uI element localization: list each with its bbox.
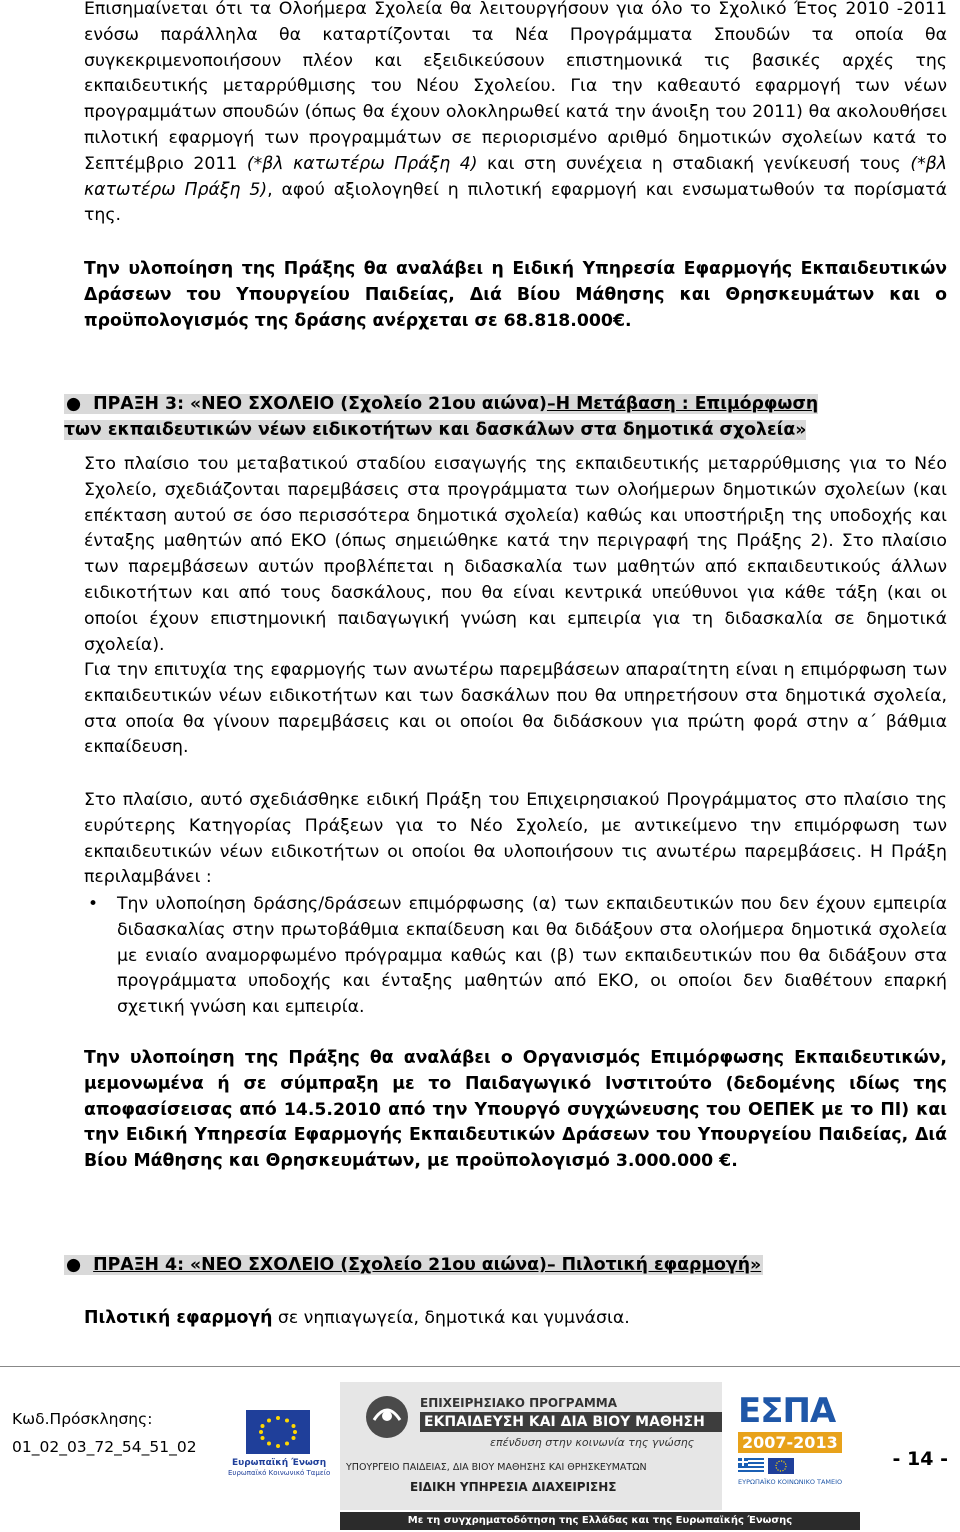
heading-text: –Η Μετάβαση : Επιμόρφωση	[546, 394, 819, 414]
heading-text: ΠΡΑΞΗ 4: «ΝΕΟ ΣΧΟΛΕΙΟ (Σχολείο 21ου αιώνα)– Πιλοτική εφαρμογή»	[93, 1255, 762, 1275]
paragraph-text: Επισημαίνεται ότι τα Ολοήμερα Σχολεία θα λειτουργήσουν για όλο το Σχολικό Έτος 2010 -2011 ενόσω παράλληλα θα καταρτίζονται τα Νέα Προγράμματα Σπουδών τα οποία θα συγκεκριμενοποιήσουν πλέον και εξειδικεύσουν επιστημονικά τις βασικές αρχές της εκπαιδευτικής μεταρρύθμισης του Νέου Σχολείου. Για την καθεαυτό εφαρμογή των νέων προγραμμάτων σπουδών (όπως θα έχουν ολοκληρωθεί κατά την άνοιξη του 2011) θα ακολουθήσει πιλοτική εφαρμογή των προγραμμάτων σε περιορισμένο αριθμό δημοτικών σχολείων κατά το Σεπτέμβριο 2011	[84, 0, 947, 174]
list-item: Την υλοποίηση δράσης/δράσεων επιμόρφωσης (α) των εκπαιδευτικών που δεν έχουν εμπειρία διδασκαλίας στην πρωτοβάθμια εκπαίδευση και θα διδάξουν στα ολοήμερα δημοτικά σχολεία με ενιαίο αναμορφωμένο πρόγραμμα καθώς και (β) των εκπαιδευτικών που θα διδάξουν στα προγράμματα υποδοχής και ένταξης μαθητών από ΕΚΟ, οι οποίοι δεν διαθέτουν επαρκή σχετική γνώση και εμπειρία.	[117, 894, 947, 1018]
eu-logo-text: Ευρωπαϊκή Ένωση	[232, 1458, 327, 1468]
paragraph-budget-praxis-2: Την υλοποίηση της Πράξης θα αναλάβει η Ειδική Υπηρεσία Εφαρμογής Εκπαιδευτικών Δράσεων του Υπουργείου Παιδείας, Διά Βίου Μάθησης και Θρησκευμάτων και ο προϋπολογισμός της δράσης ανέρχεται σε 68.818.000€.	[84, 259, 947, 331]
espa-logo-years: 2007-2013	[738, 1432, 842, 1453]
bullet-icon: ●	[66, 394, 82, 414]
call-code-label: Κωδ.Πρόσκλησης:	[12, 1410, 153, 1428]
espa-logo	[738, 1392, 858, 1488]
pilot-label: Πιλοτική εφαρμογή	[84, 1308, 273, 1328]
espa-logo-name: ΕΣΠΑ	[738, 1391, 836, 1431]
eu-logo	[228, 1410, 331, 1478]
paragraph-text: και στη συνέχεια η σταδιακή γενίκευσή τους	[477, 153, 911, 174]
reference-praxis-4: (*βλ κατωτέρω Πράξη 4)	[246, 153, 478, 174]
paragraph-praxis-3-context: Στο πλαίσιο του μεταβατικού σταδίου εισαγωγής της εκπαιδευτικής μεταρρύθμισης για το Νέο Σχολείο, σχεδιάζονται παρεμβάσεις στα προγράμματα των ολοήμερων δημοτικών σχολείων (και επέκταση αυτού σε όσο περισσότερα δημοτικά σχολεία) καθώς και υποστήριξη της υποδοχής και ένταξης μαθητών από ΕΚΟ (όπως σημειώθηκε κατά την περιγραφή της Πράξης 2). Στο πλαίσιο των παρεμβάσεων αυτών προβλέπεται η διδασκαλία των μαθητών από εκπαιδευτικούς άλλων ειδικοτήτων και από τους δασκάλους, που θα είναι κεντρικά υπεύθυνοι για κάθε τάξη (και οι οποίοι έχουν επιστημονική παιδαγωγική γνώση και εμπειρία για τη διδασκαλία σε δημοτικά σχολεία).	[84, 454, 947, 655]
cofunding-note: Με τη συγχρηματοδότηση της Ελλάδας και της Ευρωπαϊκής Ένωσης	[340, 1512, 860, 1530]
heading-praxis-4	[64, 1253, 950, 1279]
programme-logo-title: ΕΚΠΑΙΔΕΥΣΗ ΚΑΙ ΔΙΑ ΒΙΟΥ ΜΑΘΗΣΗ	[420, 1412, 722, 1432]
greek-flag-icon	[738, 1458, 764, 1474]
paragraph-budget-praxis-3: Την υλοποίηση της Πράξης θα αναλάβει ο Οργανισμός Επιμόρφωσης Εκπαιδευτικών, μεμονωμένα ή σε σύμπραξη με το Παιδαγωγικό Ινστιτούτο (δεδομένης ιδίως της αποφασίσεισας από 14.5.2010 από την Υπουργό συγχώνευσης του ΟΕΠΕΚ με το ΠΙ) και την Ειδική Υπηρεσία Εφαρμογής Εκπαιδευτικών Δράσεων του Υπουργείου Παιδείας, Διά Βίου Μάθησης και Θρησκευμάτων, με προϋπολογισμό 3.000.000 €.	[84, 1048, 947, 1172]
paragraph-text: , αφού αξιολογηθεί η πιλοτική εφαρμογή και ενσωματωθούν τα πορίσματά της.	[84, 179, 947, 226]
heading-text: των εκπαιδευτικών νέων ειδικοτήτων και δασκάλων στα δημοτικά σχολεία»	[64, 419, 807, 440]
paragraph-pilot	[84, 1306, 947, 1332]
paragraph-praxis-3-scope: Στο πλαίσιο, αυτό σχεδιάσθηκε ειδική Πράξη του Επιχειρησιακού Προγράμματος στο πλαίσιο της ευρύτερης Κατηγορίας Πράξεων για το Νέο Σχολείο, με αντικείμενο την επιμόρφωση των εκπαιδευτικών νέων ειδικοτήτων οι οποίοι θα υλοποιήσουν τις ανωτέρω παρεμβάσεις. Η Πράξη περιλαμβάνει :	[84, 790, 947, 888]
eu-flag-icon	[246, 1410, 310, 1454]
ministry-name: ΥΠΟΥΡΓΕΙΟ ΠΑΙΔΕΙΑΣ, ΔΙΑ ΒΙΟΥ ΜΑΘΗΣΗΣ ΚΑΙ ΘΡΗΣΚΕΥΜΑΤΩΝ	[346, 1462, 647, 1473]
paragraph-text: σε νηπιαγωγεία, δημοτικά και γυμνάσια.	[272, 1308, 630, 1328]
programme-logo-slogan: επένδυση στην κοινωνία της γνώσης	[490, 1436, 695, 1449]
programme-logo	[340, 1382, 722, 1510]
espa-logo-subtext: ΕΥΡΩΠΑΪΚΟ ΚΟΙΝΩΝΙΚΟ ΤΑΜΕΙΟ	[738, 1478, 843, 1486]
heading-text: ΠΡΑΞΗ 3: «ΝΕΟ ΣΧΟΛΕΙΟ (Σχολείο 21ου αιώνα)	[93, 394, 547, 414]
reference-praxis-5: (*βλ κατωτέρω Πράξη 5)	[84, 153, 947, 200]
call-code-value: 01_02_03_72_54_51_02	[12, 1438, 197, 1456]
paragraph-intro	[84, 0, 947, 229]
eu-flag-small-icon	[768, 1458, 794, 1474]
page-number: - 14 -	[892, 1448, 948, 1470]
paragraph-praxis-3-training: Για την επιτυχία της εφαρμογής των ανωτέρω παρεμβάσεων απαραίτητη είναι η επιμόρφωση των εκπαιδευτικών νέων ειδικοτήτων και των δασκάλων που θα υπηρετήσουν στα δημοτικά σχολεία, στα οποία θα γίνουν παρεμβάσεις και οι οποίοι θα διδάσκουν για πρώτη φορά στην α΄ βάθμια εκπαίδευση.	[84, 660, 947, 758]
footer-divider	[0, 1366, 960, 1367]
education-programme-icon	[364, 1394, 410, 1440]
eu-logo-subtext: Ευρωπαϊκό Κοινωνικό Ταμείο	[228, 1469, 331, 1477]
programme-logo-text: ΕΠΙΧΕΙΡΗΣΙΑΚΟ ΠΡΟΓΡΑΜΜΑ	[420, 1396, 618, 1410]
heading-praxis-3	[64, 392, 950, 444]
bullet-icon: •	[88, 894, 99, 914]
bullet-icon: ●	[66, 1255, 82, 1275]
managing-authority-name: ΕΙΔΙΚΗ ΥΠΗΡΕΣΙΑ ΔΙΑΧΕΙΡΙΣΗΣ	[410, 1480, 617, 1494]
